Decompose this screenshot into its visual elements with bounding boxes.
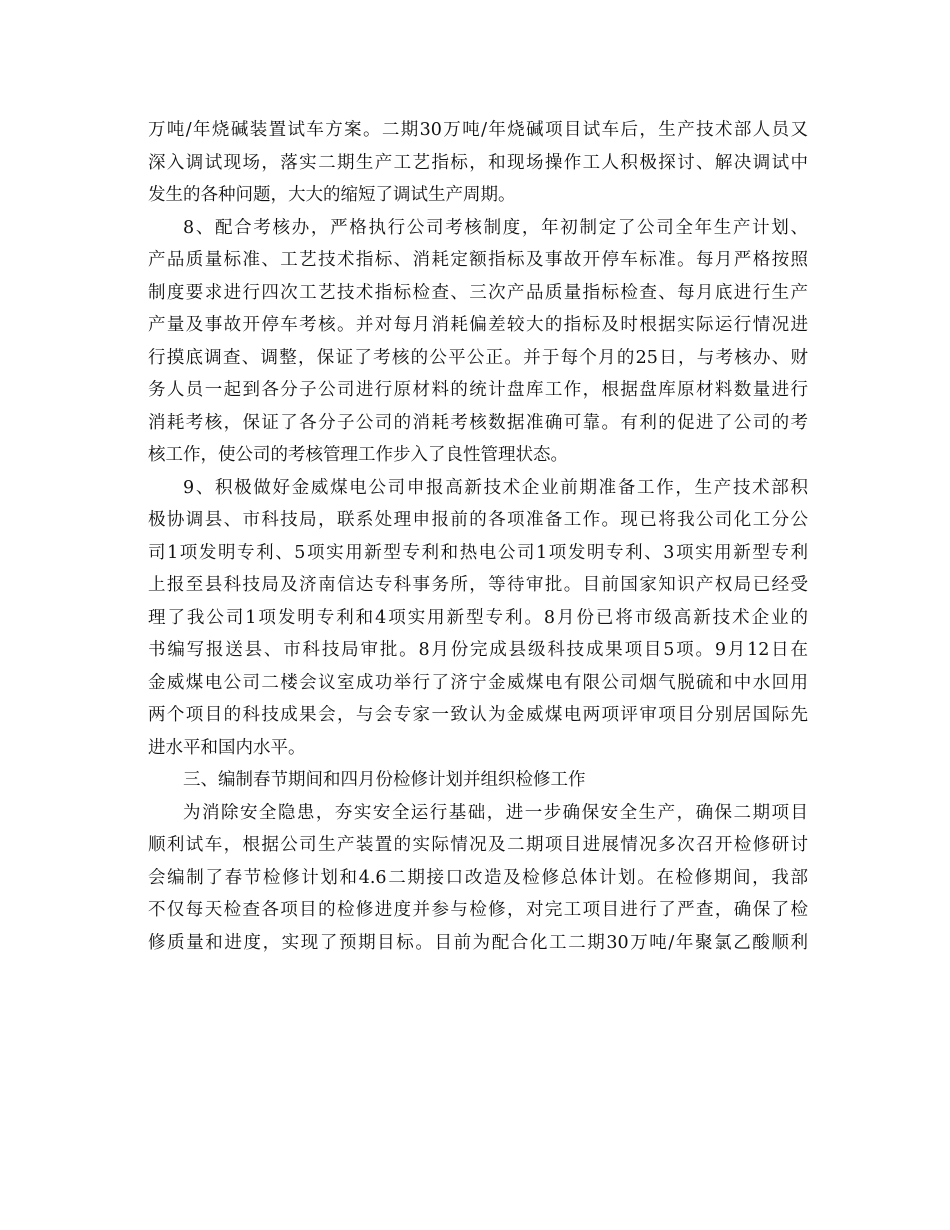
text-line: 进水平和国内水平。 [148,737,306,758]
heading-text: 三、编制春节期间和四月份检修计划并组织检修工作 [183,770,586,790]
text-line: 行摸底调查、调整，保证了考核的公平公正。并于每个月的25日，与考核办、财 [148,347,808,368]
text-line: 不仅每天检查各项目的检修进度并参与检修，对完工项目进行了严查，确保了检 [148,900,808,920]
text-line: 制度要求进行四次工艺技术指标检查、三次产品质量指标检查、每月底进行生产 [148,282,808,303]
text-line: 务人员一起到各分子公司进行原材料的统计盘库工作，根据盘库原材料数量进行 [148,380,808,400]
paragraph [148,472,808,765]
text-line: 书编写报送县、市科技局审批。8月份完成县级科技成果项目5项。9月12日在 [148,640,808,660]
paragraph [148,212,808,472]
text-line: 发生的各种问题，大大的缩短了调试生产周期。 [148,185,516,205]
text-line: 顺利试车，根据公司生产装置的实际情况及二期项目进展情况多次召开检修研讨 [148,835,808,855]
text-line: 为消除安全隐患，夯实安全运行基础，进一步确保安全生产，确保二期项目 [183,802,808,823]
section-heading [148,764,808,797]
text-line: 8、配合考核办，严格执行公司考核制度，年初制定了公司全年生产计划、 [183,217,808,238]
text-line: 两个项目的科技成果会，与会专家一致认为金威煤电两项评审项目分别居国际先 [148,705,808,725]
paragraph [148,797,808,960]
text-line: 极协调县、市科技局，联系处理申报前的各项准备工作。现已将我公司化工分公 [148,510,808,530]
text-line: 理了我公司1项发明专利和4项实用新型专利。8月份已将市级高新技术企业的 [148,607,808,628]
text-line: 产品质量标准、工艺技术指标、消耗定额指标及事故开停车标准。每月严格按照 [148,250,808,270]
text-line: 消耗考核，保证了各分子公司的消耗考核数据准确可靠。有利的促进了公司的考 [148,412,808,433]
document-body [148,114,808,959]
text-line: 核工作，使公司的考核管理工作步入了良性管理状态。 [148,445,568,465]
text-line: 司1项发明专利、5项实用新型专利和热电公司1项发明专利、3项实用新型专利 [148,542,808,563]
paragraph [148,114,808,212]
text-line: 万吨/年烧碱装置试车方案。二期30万吨/年烧碱项目试车后，生产技术部人员又 [148,120,808,140]
text-line: 产量及事故开停车考核。并对每月消耗偏差较大的指标及时根据实际运行情况进 [148,315,808,335]
text-line: 会编制了春节检修计划和4.6二期接口改造及检修总体计划。在检修期间，我部 [148,867,808,888]
text-line: 深入调试现场，落实二期生产工艺指标，和现场操作工人积极探讨、解决调试中 [148,152,808,173]
text-line: 修质量和进度，实现了预期目标。目前为配合化工二期30万吨/年聚氯乙酸顺利 [148,932,808,953]
text-line: 金威煤电公司二楼会议室成功举行了济宁金威煤电有限公司烟气脱硫和中水回用 [148,672,808,693]
text-line: 9、积极做好金威煤电公司申报高新技术企业前期准备工作，生产技术部积 [183,477,808,498]
text-line: 上报至县科技局及济南信达专科事务所，等待审批。目前国家知识产权局已经受 [148,575,808,595]
